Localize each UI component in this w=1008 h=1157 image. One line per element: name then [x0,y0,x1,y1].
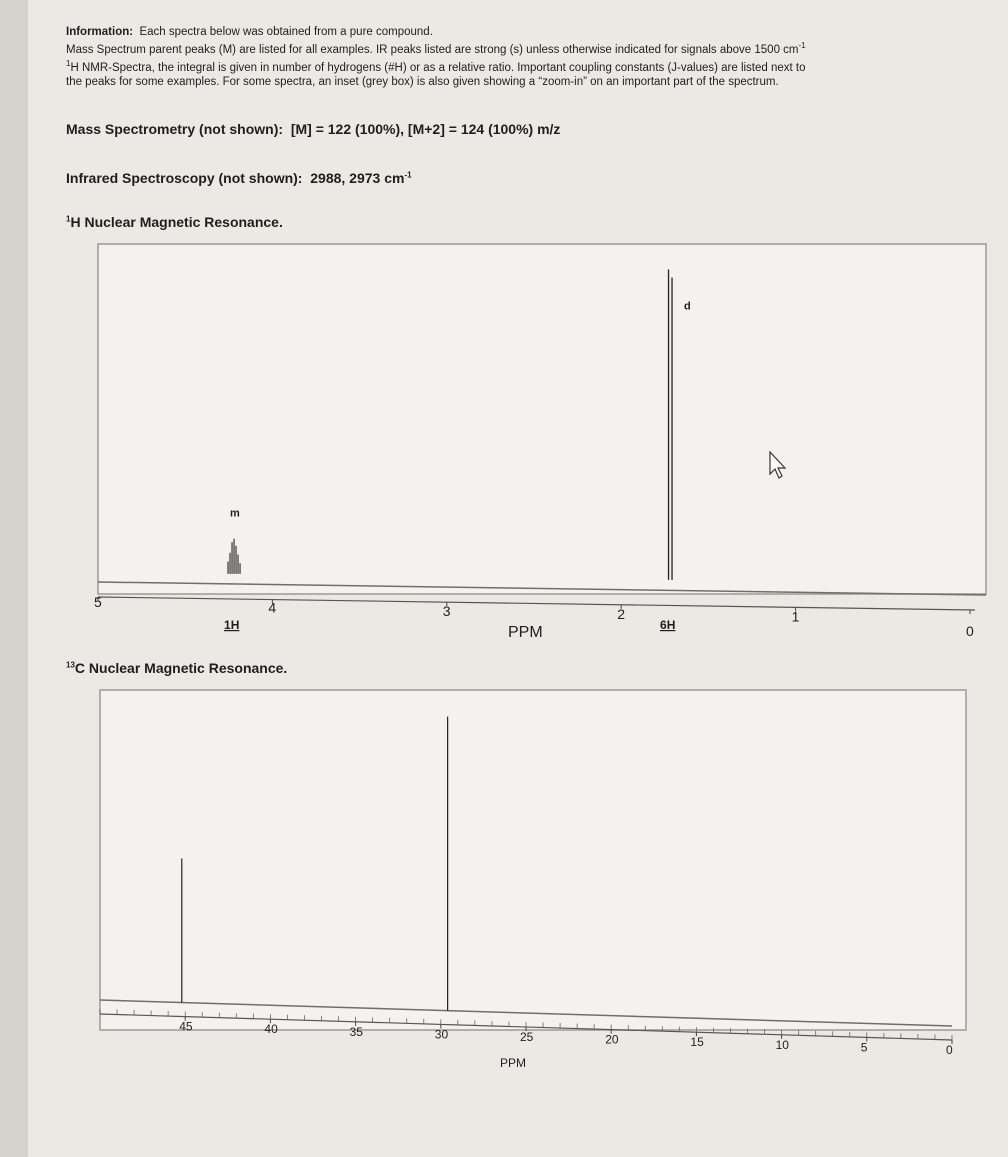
peak-integral-label: 6H [660,618,676,632]
ir-label: Infrared Spectroscopy (not shown): [66,170,303,186]
info-mass-sup: -1 [798,41,806,50]
ir-value: 2988, 2973 cm [310,170,405,186]
tick-label: 15 [690,1035,704,1050]
tick-label: 20 [605,1032,619,1047]
peak-integral-label: 1H [224,618,240,632]
c-nmr-plot-frame [100,690,966,1030]
ms-value: [M] = 122 (100%), [M+2] = 124 (100%) m/z [290,121,561,137]
info-label: Information: [66,26,134,38]
tick-label: 1 [791,608,800,625]
info-nmr-line1: H NMR-Spectra, the integral is given in number of hydrogens (#H) or as a relative ratio. Important coupling constants (J-values) are listed next to [70,61,806,74]
peak-multiplicity-label: d [684,300,691,313]
info-nmr-sup: 1 [66,58,71,68]
tick-label: 35 [349,1024,363,1039]
hnmr-heading-text: H Nuclear Magnetic Resonance. [70,214,283,230]
c-nmr-xlabel: PPM [500,1056,527,1070]
info-mass-line: Mass Spectrum parent peaks (M) are listed for all examples. IR peaks listed are strong (s) unless otherwise indicated for signals above 1500 cm [66,43,799,56]
h-nmr-xlabel: PPM [508,624,543,641]
tick-label: 2 [617,605,625,622]
c-nmr-spectrum [100,690,966,1070]
tick-label: 5 [860,1040,868,1055]
cnmr-heading-text: C Nuclear Magnetic Resonance. [74,660,288,676]
tick-label: 45 [179,1019,193,1034]
tick-label: 30 [434,1027,449,1042]
info-intro: Each spectra below was obtained from a pure compound. [139,26,433,38]
ms-label: Mass Spectrometry (not shown): [66,121,284,137]
h-nmr-plot-frame [98,244,986,594]
tick-label: 5 [94,594,102,610]
cnmr-heading-sup: 13 [66,660,75,670]
tick-label: 10 [775,1037,789,1052]
tick-label: 40 [264,1022,278,1037]
tick-label: 0 [966,623,974,639]
tick-label: 25 [520,1030,534,1044]
h-nmr-spectrum [94,244,986,641]
tick-label: 4 [268,599,277,616]
tick-label: 0 [946,1043,953,1057]
peak-multiplicity-label: m [230,507,240,520]
ir-sup: -1 [404,170,412,180]
hnmr-heading-sup: 1 [66,214,71,224]
tick-label: 3 [442,603,451,620]
info-nmr-line2: the peaks for some examples. For some spectra, an inset (grey box) is also given showing a “zoom-in” on an important part of the spectrum. [66,75,779,88]
h-nmr-x-axis [98,597,975,610]
